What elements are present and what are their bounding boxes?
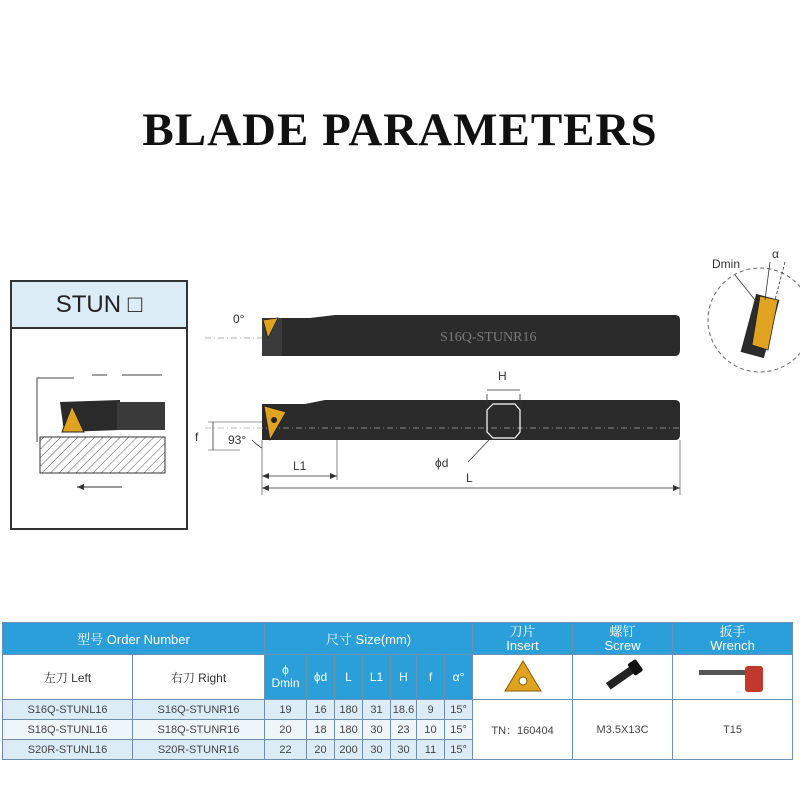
screw-icon [593, 658, 653, 694]
row1-d: 16 [307, 700, 335, 720]
row1-dmin: 19 [265, 700, 307, 720]
row1-right: S16Q-STUNR16 [133, 700, 265, 720]
stun-box-glyph: □ [127, 291, 143, 318]
col-d: ϕd [307, 655, 335, 700]
l1-label: L1 [293, 459, 307, 473]
insert-picture [473, 655, 573, 700]
screw-picture [573, 655, 673, 700]
bar-model-engraving: S16Q-STUNR16 [440, 330, 537, 345]
wrench-picture [673, 655, 793, 700]
spec-table [2, 622, 793, 760]
row2-f: 10 [417, 720, 445, 740]
screw-header-text: 螺钉 Screw [604, 623, 641, 653]
row1-h: 18.6 [391, 700, 417, 720]
screw-value: M3.5X13C [573, 700, 673, 760]
h-label: H [498, 369, 507, 383]
row2-alpha: 15° [445, 720, 473, 740]
f-label: f [195, 430, 199, 444]
insert-header [473, 623, 573, 655]
row3-alpha: 15° [445, 740, 473, 760]
row3-left: S20R-STUNL16 [3, 740, 133, 760]
row3-d: 20 [307, 740, 335, 760]
stun-label: STUN [55, 291, 122, 318]
right-header: 右刀 Right [133, 655, 265, 700]
insert-triangle-icon [503, 658, 543, 694]
row1-l: 180 [335, 700, 363, 720]
row3-f: 11 [417, 740, 445, 760]
row2-left: S18Q-STUNL16 [3, 720, 133, 740]
col-l: L [335, 655, 363, 700]
row3-l1: 30 [363, 740, 391, 760]
row1-f: 9 [417, 700, 445, 720]
wrench-value: T15 [673, 700, 793, 760]
col-dmin: ϕ Dmin [265, 655, 307, 700]
insert-value: TN：160404 [473, 700, 573, 760]
row1-l1: 31 [363, 700, 391, 720]
wrench-header [673, 623, 793, 655]
row3-right: S20R-STUNR16 [133, 740, 265, 760]
row1-left: S16Q-STUNL16 [3, 700, 133, 720]
screw-header [573, 623, 673, 655]
diameter-leader [468, 440, 489, 462]
row2-dmin: 20 [265, 720, 307, 740]
alpha-label: α [772, 247, 779, 261]
model-header: 型号 Order Number [3, 623, 265, 655]
dmin-label: Dmin [712, 257, 741, 271]
approach-angle-label: 93° [228, 433, 247, 447]
col-l1: L1 [363, 655, 391, 700]
row2-right: S18Q-STUNR16 [133, 720, 265, 740]
row2-l1: 30 [363, 720, 391, 740]
col-alpha: α° [445, 655, 473, 700]
left-header: 左刀 Left [3, 655, 133, 700]
size-header: 尺寸 Size(mm) [265, 623, 473, 655]
l-label: L [466, 471, 473, 485]
row2-l: 180 [335, 720, 363, 740]
row3-l: 200 [335, 740, 363, 760]
row3-h: 30 [391, 740, 417, 760]
angle-zero-label: 0° [233, 312, 245, 326]
col-h: H [391, 655, 417, 700]
insert-header-text: 刀片 Insert [506, 623, 539, 653]
wrench-icon [693, 658, 773, 694]
row2-d: 18 [307, 720, 335, 740]
diameter-label: ϕd [435, 456, 449, 470]
col-f: f [417, 655, 445, 700]
row2-h: 23 [391, 720, 417, 740]
boring-bar-bottom [262, 400, 680, 440]
row1-alpha: 15° [445, 700, 473, 720]
wrench-header-text: 扳手 Wrench [710, 623, 755, 653]
row3-dmin: 22 [265, 740, 307, 760]
page-title: BLADE PARAMETERS [142, 104, 658, 156]
